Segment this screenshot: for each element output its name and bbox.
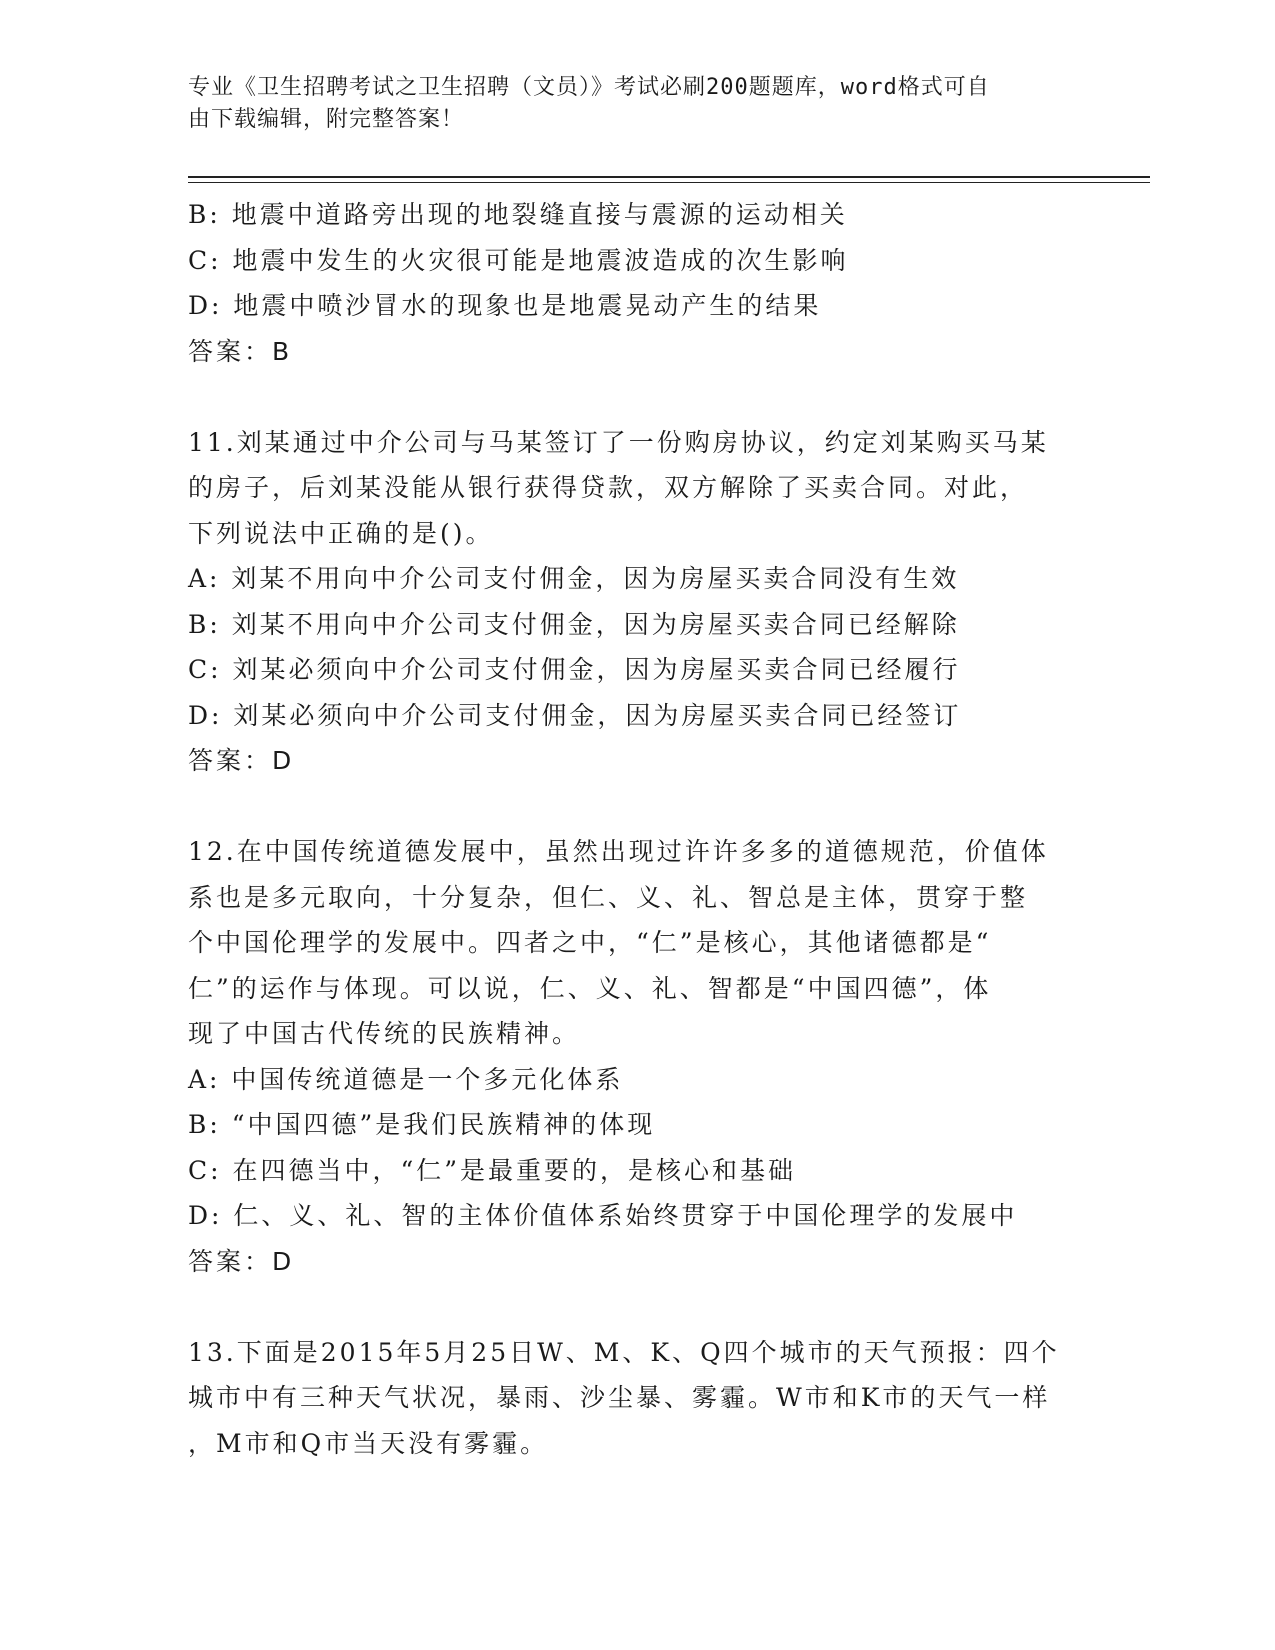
question-stem-line: 11.刘某通过中介公司与马某签订了一份购房协议，约定刘某购买马某 xyxy=(188,427,1049,457)
option-line: A: 中国传统道德是一个多元化体系 xyxy=(188,1064,624,1094)
option-line: D: 仁、义、礼、智的主体价值体系始终贯穿于中国伦理学的发展中 xyxy=(188,1201,1018,1230)
question-11 xyxy=(188,420,1088,784)
question-12 xyxy=(188,829,1088,1284)
question-stem-line: 下列说法中正确的是()。 xyxy=(188,518,494,548)
option-line: A: 刘某不用向中介公司支付佣金，因为房屋买卖合同没有生效 xyxy=(188,564,960,593)
answer-line: 答案：B xyxy=(188,336,293,366)
header-rule-thick xyxy=(188,176,1150,178)
header-line-2: 由下载编辑，附完整答案！ xyxy=(188,107,465,132)
option-line: B: 刘某不用向中介公司支付佣金，因为房屋买卖合同已经解除 xyxy=(188,609,960,639)
question-stem-line: 城市中有三种天气状况，暴雨、沙尘暴、雾霾。W市和K市的天气一样 xyxy=(188,1383,1051,1412)
option-line: C: 在四德当中，“仁”是最重要的，是核心和基础 xyxy=(188,1155,797,1185)
question-content xyxy=(188,192,1088,1466)
header-rule-thin xyxy=(188,182,1150,183)
spacer xyxy=(188,374,1088,420)
option-line: D: 刘某必须向中介公司支付佣金，因为房屋买卖合同已经签订 xyxy=(188,700,962,730)
answer-line: 答案：D xyxy=(188,1246,295,1276)
option-line: B: “中国四德”是我们民族精神的体现 xyxy=(188,1110,656,1139)
page-header xyxy=(188,72,1068,136)
question-13 xyxy=(188,1330,1088,1467)
option-line: B: 地震中道路旁出现的地裂缝直接与震源的运动相关 xyxy=(188,200,848,229)
question-stem-line: ，M市和Q市当天没有雾霾。 xyxy=(188,1428,549,1458)
header-line-1: 专业《卫生招聘考试之卫生招聘（文员）》考试必刷200题题库，word格式可自 xyxy=(188,75,990,100)
question-stem-line: 个中国伦理学的发展中。四者之中，“仁”是核心，其他诸德都是“ xyxy=(188,928,992,957)
option-line: C: 地震中发生的火灾很可能是地震波造成的次生影响 xyxy=(188,245,849,275)
spacer xyxy=(188,1284,1088,1330)
question-stem-line: 系也是多元取向，十分复杂，但仁、义、礼、智总是主体，贯穿于整 xyxy=(188,882,1029,912)
question-stem-line: 的房子，后刘某没能从银行获得贷款，双方解除了买卖合同。对此， xyxy=(188,473,1029,502)
question-stem-line: 12.在中国传统道德发展中，虽然出现过许许多多的道德规范，价值体 xyxy=(188,837,1049,866)
spacer xyxy=(188,784,1088,830)
answer-line: 答案：D xyxy=(188,746,295,775)
question-stem-line: 13.下面是2015年5月25日W、M、K、Q四个城市的天气预报：四个 xyxy=(188,1337,1060,1367)
question-stem-line: 现了中国古代传统的民族精神。 xyxy=(188,1019,581,1048)
option-line: D: 地震中喷沙冒水的现象也是地震晃动产生的结果 xyxy=(188,291,822,320)
option-line: C: 刘某必须向中介公司支付佣金，因为房屋买卖合同已经履行 xyxy=(188,655,961,684)
question-stem-line: 仁”的运作与体现。可以说，仁、义、礼、智都是“中国四德”，体 xyxy=(188,973,992,1003)
carry-over-question xyxy=(188,192,1088,374)
